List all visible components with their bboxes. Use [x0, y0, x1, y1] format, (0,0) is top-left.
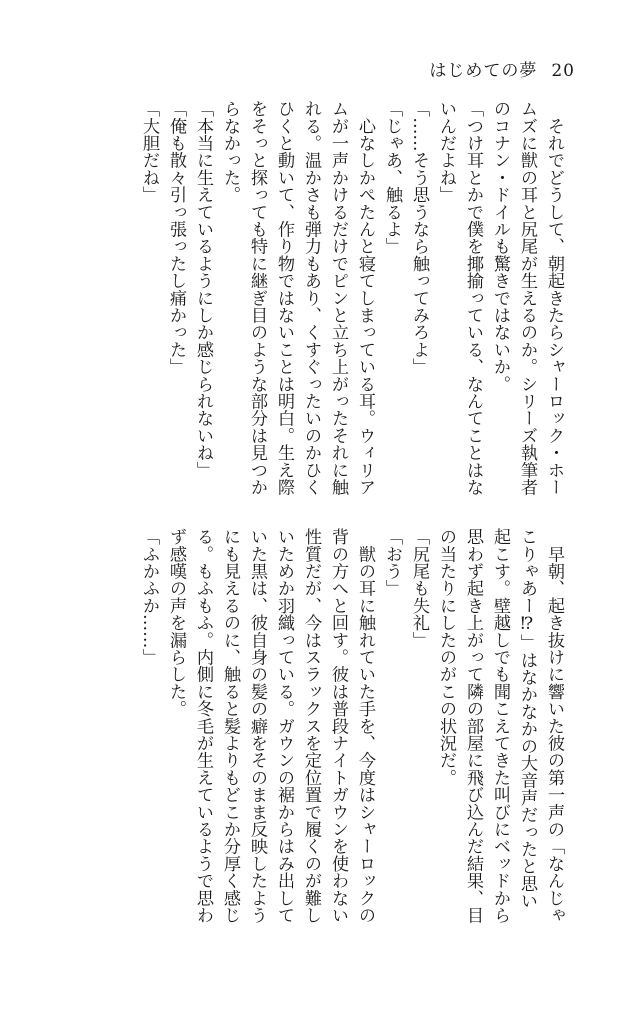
text-line: 「大胆だね」 [139, 100, 159, 204]
text-line: 「本当に生えているようにしか感じられないね」 [193, 100, 213, 479]
text-line: 思わず起き上がって隣の部屋に飛び込んだ結果、目 [463, 528, 483, 924]
text-line: 「つけ耳とかで僕を揶揄っている、なんてことはな [463, 100, 483, 496]
text-line: いた黒は、彼自身の髪の癖をそのまま反映したよう [247, 528, 267, 924]
text-line: 心なしかぺたんと寝てしまっている耳。ウィリア [355, 100, 375, 496]
text-line: にも見えるのに、触ると髪よりもどこか分厚く感じ [220, 528, 240, 924]
text-line: 「じゃあ、触るよ」 [382, 100, 402, 255]
page-number: 20 [551, 61, 575, 81]
text-line: る。もふもふ。内側に冬毛が生えているようで思わ [193, 528, 213, 924]
text-line: ムが一声かけるだけでピンと立ち上がったそれに触 [328, 100, 348, 496]
chapter-title: はじめての夢 [429, 61, 538, 81]
text-line: ず感嘆の声を漏らした。 [166, 528, 186, 718]
text-line: ひくと動いて、作り物ではないことは明白。生え際 [274, 100, 294, 496]
text-line: 起こす。壁越しでも聞こえてきた叫びにベッドから [490, 528, 510, 924]
text-line: れる。温かさも弾力もあり、くすぐったいのかひく [301, 100, 321, 496]
text-line: 獣の耳に触れていた手を、今度はシャーロックの [355, 528, 375, 924]
text-line: それでどうして、朝起きたらシャーロック・ホー [544, 100, 564, 496]
text-line: のコナン・ドイルも驚きではないか。 [490, 100, 510, 393]
upper-text-block [135, 100, 567, 500]
running-header [429, 56, 575, 81]
text-line: をそっと探っても特に継ぎ目のような部分は見つか [247, 100, 267, 496]
text-line: いんだよね」 [436, 100, 456, 204]
text-line: ムズに獣の耳と尻尾が生えるのか。シリーズ執筆者 [517, 100, 537, 496]
text-line: 早朝、起き抜けに響いた彼の第一声の「なんじゃ [544, 528, 564, 924]
text-line: 「おう」 [382, 528, 402, 597]
text-line: 「尻尾も失礼」 [409, 528, 429, 649]
text-line: こりゃあー⁉」はなかなかの大音声だったと思い [517, 528, 537, 910]
text-line: 「ふかふか……」 [139, 528, 159, 666]
text-line: 「……そう思うなら触ってみろよ」 [409, 100, 429, 376]
text-line: 背の方へと回す。彼は普段ナイトガウンを使わない [328, 528, 348, 924]
text-line: 性質だが、今はスラックスを定位置で履くのが難し [301, 528, 321, 924]
text-line: らなかった。 [220, 100, 240, 204]
text-line: の当たりにしたのがこの状況だ。 [436, 528, 456, 786]
text-line: 「俺も散々引っ張ったし痛かった」 [166, 100, 186, 376]
lower-text-block [135, 528, 567, 928]
text-line: いためか羽織っている。ガウンの裾からはみ出して [274, 528, 294, 924]
